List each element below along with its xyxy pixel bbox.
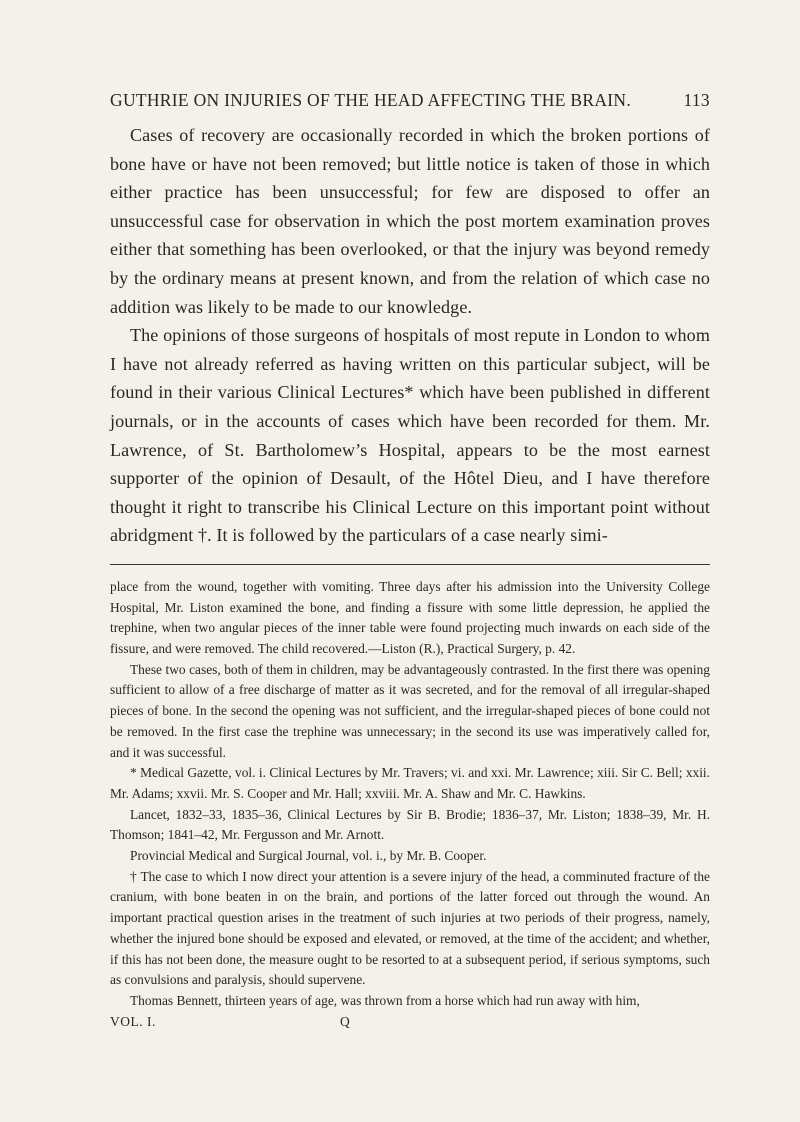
- footnote-dagger: † The case to which I now direct your attention is a severe injury of the head, a comminuted fracture of the cranium, with bone beaten in on the brain, and portions of the latter forced out through the wound. An important practical question arises in the treatment of such injuries at two periods of their progress, namely, whether the injured bone should be exposed and elevated, or removed, at the time of the accident; and whether, if this has not been done, the measure ought to be resorted to at a subsequent period, if serious symptoms, such as convulsions and paralysis, should supervene.: [110, 868, 710, 988]
- body-paragraph: Cases of recovery are occasionally recorded in which the broken portions of bone have or have not been removed; but little notice is taken of those in which either practice has been unsuccessful; for few are disposed to offer an unsuccessful case for observation in which the post mortem examination proves either that something has been overlooked, or that the injury was beyond remedy by the ordinary means at present known, and from the relation of which case no addition was likely to be made to our knowledge.: [110, 125, 710, 317]
- body-paragraph: The opinions of those surgeons of hospitals of most repute in London to whom I have not already referred as having written on this particular subject, will be found in their various Clinical Lectures* which have been published in different journals, or in the accounts of cases which have been recorded for them. Mr. Lawrence, of St. Bartholomew’s Hospital, appears to be the most earnest supporter of the opinion of Desault, of the Hôtel Dieu, and I have therefore thought it right to transcribe his Clinical Lecture on this important point without abridgment †. It is followed by the particulars of a case nearly simi-: [110, 325, 710, 546]
- running-title: GUTHRIE ON INJURIES OF THE HEAD AFFECTING THE BRAIN.: [110, 90, 631, 110]
- footnote-paragraph: Lancet, 1832–33, 1835–36, Clinical Lectures by Sir B. Brodie; 1836–37, Mr. Liston; 1838–39, Mr. H. Thomson; 1841–42, Mr. Fergusson and Mr. Arnott.: [110, 806, 710, 843]
- page: [110, 90, 710, 1030]
- page-number: 113: [683, 90, 710, 110]
- footnote-paragraph: Provincial Medical and Surgical Journal, vol. i., by Mr. B. Cooper.: [130, 848, 487, 864]
- running-header: [110, 90, 710, 111]
- footnote-paragraph: These two cases, both of them in children, may be advantageously contrasted. In the first there was opening sufficient to allow of a free discharge of matter as it was secreted, and for the removal of all irregular-shaped pieces of bone. In the second the opening was not sufficient, and the irregular-shaped pieces of bone could not be removed. In the first case the trephine was unnecessary; in the second its use was imperatively called for, and it was successful.: [110, 661, 710, 760]
- volume-label: VOL. I.: [110, 1013, 156, 1029]
- footnote-continuation: place from the wound, together with vomiting. Three days after his admission into the University College Hospital, Mr. Liston examined the bone, and finding a fissure with some little depression, he applied the trephine, when two angular pieces of the inner table were found projecting much inwards on each side of the fissure, and were removed. The child recovered.—Liston (R.), Practical Surgery, p. 42.: [110, 578, 710, 657]
- footnotes: [110, 577, 710, 1012]
- footnote-asterisk: * Medical Gazette, vol. i. Clinical Lectures by Mr. Travers; vi. and xxi. Mr. Lawrence; xiii. Sir C. Bell; xxii. Mr. Adams; xxvii. Mr. S. Cooper and Mr. Hall; xxviii. Mr. A. Shaw and Mr. C. Hawkins.: [110, 765, 710, 801]
- signature-mark: Q: [340, 1013, 350, 1029]
- footnote-paragraph: Thomas Bennett, thirteen years of age, was thrown from a horse which had run away with him,: [130, 992, 640, 1008]
- footnote-divider: [110, 564, 710, 565]
- main-text: [110, 121, 710, 550]
- page-footer: [110, 1014, 710, 1030]
